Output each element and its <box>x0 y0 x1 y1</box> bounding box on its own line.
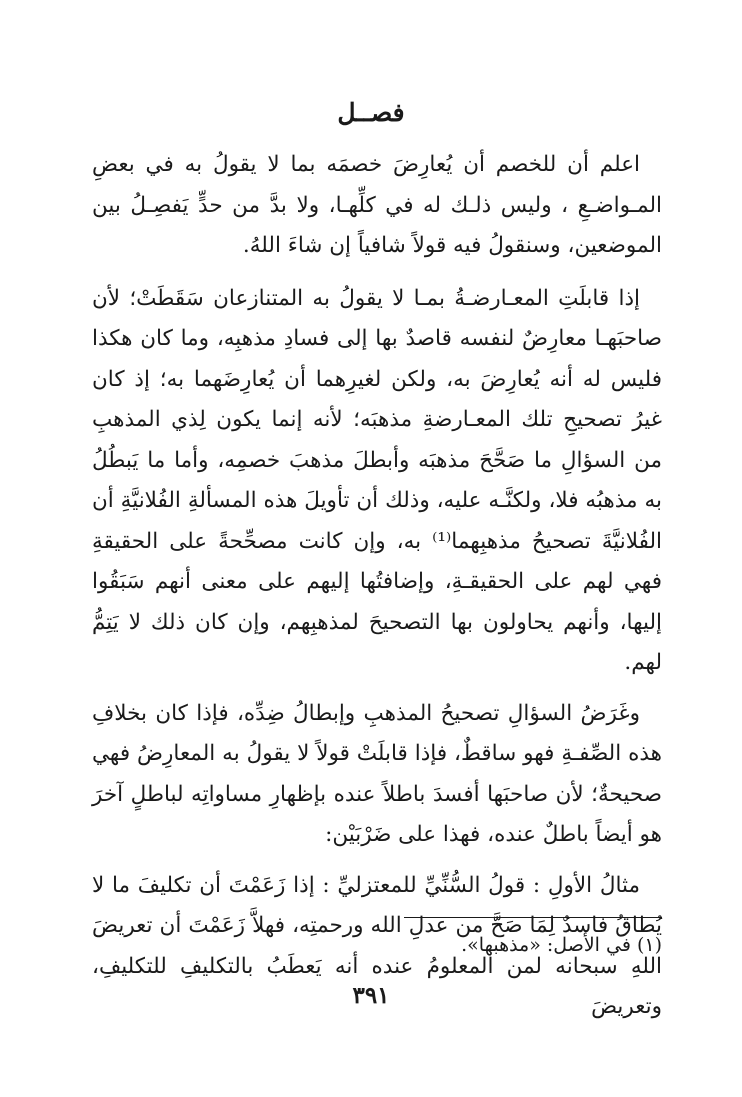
paragraph-3: وغَرَضُ السؤالِ تصحيحُ المذهبِ وإبطالُ ضِدِّه، فإذا كان بخلافِ هذه الصِّفـةِ فهو ساقطٌ، فإذا قابلَتْ قولاً لا يقولُ به المعارِضُ فهي صحيحةٌ؛ لأن صاحبَها أفسدَ باطلاً عنده بإظهارِ مساواتِه لباطلٍ آخرَ هو أيضاً باطلٌ عنده، فهذا على ضَرْبَيْن: <box>92 700 662 847</box>
body-text <box>92 145 662 1038</box>
paragraph-4: مثالُ الأولِ : قولُ السُّنِّيِّ للمعتزليِّ : إذا زَعَمْتَ أن تكليفَ ما لا يُطاقُ فاسدٌ لِمَا صَحَّ من عدلِ الله ورحمتِه، فهلاَّ زَعَمْتَ أن تعريضَ اللهِ سبحانه لمن المعلومُ عنده أنه يَعطَبُ بالتكليفِ للتكليفِ، وتعريضَ <box>92 872 662 1019</box>
page-number: ٣٩١ <box>352 982 390 1009</box>
section-heading: فصــل <box>337 98 405 127</box>
paragraph-2: إذا قابلَتِ المعـارضـةُ بمـا لا يقولُ به المتنازعان سَقَطَتْ؛ لأن صاحبَهـا معارِضٌ لنفسه قاصدٌ بها إلى فسادِ مذهبِه، وما كان هكذا فليس له أنه يُعارِضَ به، ولكن لغيرِهما أن يُعارِضَهما به؛ إذ كان غيرُ تصحيحِ تلك المعـارضةِ مذهبَه؛ لأنه إنما يكون لِذي المذهبِ من السؤالِ ما صَحَّحَ مذهبَه وأبطلَ مذهبَ خصمِه، وأما ما يَبطُلُ به مذهبُه فلا، ولكنَّـه عليه، وذلك أن تأويلَ هذه المسألةِ الفُلانيَّةِ أن الفُلانيَّةَ تصحيحُ مذهبِهما⁽¹⁾ به، وإن كانت مصحِّحةً على الحقيقةِ فهي لهم على الحقيقـةِ، وإضافتُها إليهم على معنى أنهم سَبَقُوا إليها، وأنهم يحاولون بها التصحيحَ لمذهبِهم، وإن كان ذلك لا يَتِمُّ لهم. <box>92 285 662 675</box>
footnote-divider <box>404 917 662 918</box>
footnote: (١) في الأصل: «مذهبها». <box>461 934 662 956</box>
paragraph-1: اعلم أن للخصم أن يُعارِضَ خصمَه بما لا يقولُ به في بعضِ المـواضـعِ ، وليس ذلـك له في كلِّهـا، ولا بدَّ من حدٍّ يَفصِـلُ بين الموضعين، وسنقولُ فيه قولاً شافياً إن شاءَ اللهُ. <box>92 152 662 258</box>
